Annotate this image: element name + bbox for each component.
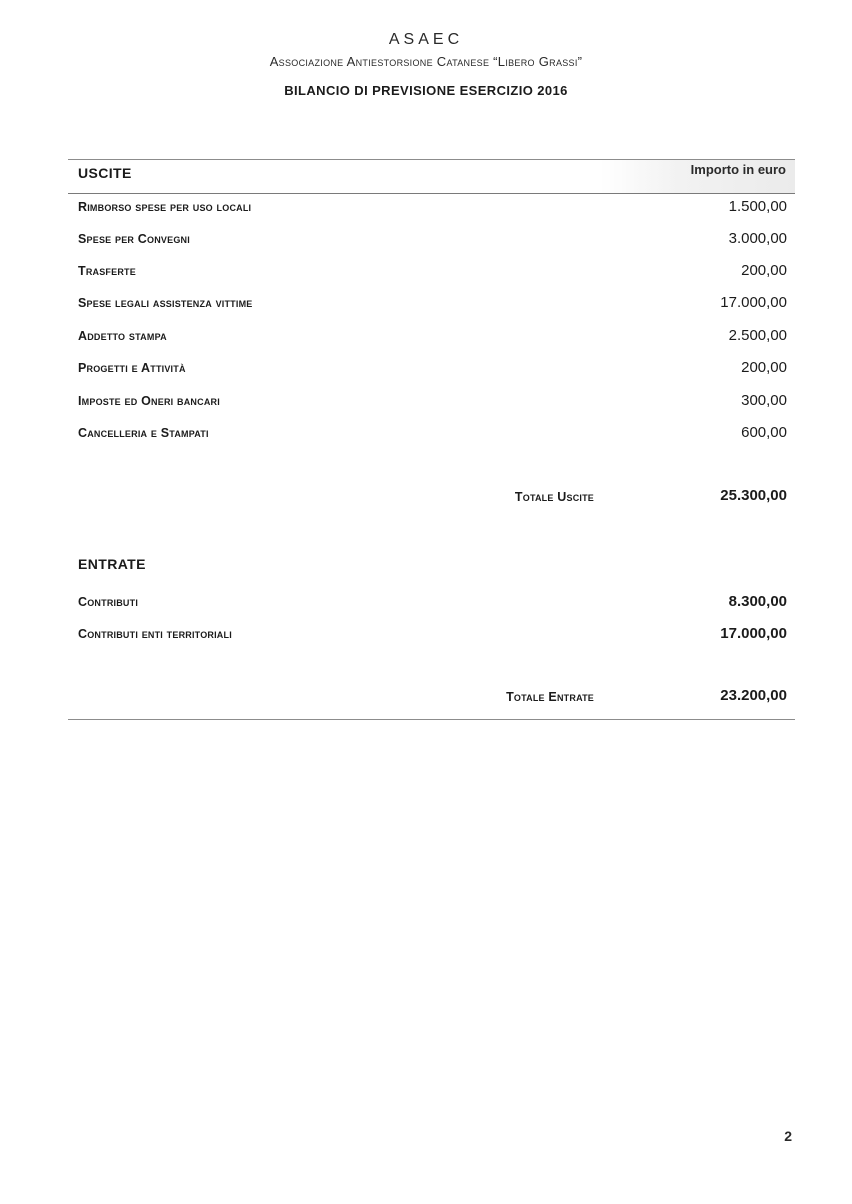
uscite-total-amount: 25.300,00 — [720, 487, 787, 504]
row-label: Trasferte — [78, 264, 136, 278]
uscite-total-label: Totale Uscite — [514, 490, 594, 504]
row-amount: 17.000,00 — [720, 625, 787, 642]
row-label: Contributi — [78, 595, 139, 609]
table-row — [78, 232, 787, 252]
row-amount: 1.500,00 — [728, 198, 787, 215]
table-header-rule — [68, 193, 795, 194]
uscite-heading: USCITE — [78, 165, 132, 181]
row-amount: 2.500,00 — [728, 327, 787, 344]
row-amount: 600,00 — [741, 424, 787, 441]
page-number: 2 — [784, 1128, 792, 1144]
entrate-total-label: Totale Entrate — [506, 690, 594, 704]
row-amount: 200,00 — [741, 359, 787, 376]
row-label: Spese per Convegni — [78, 232, 190, 246]
amount-column-header: Importo in euro — [690, 162, 786, 177]
table-row — [78, 361, 787, 381]
table-row — [78, 200, 787, 220]
table-row — [78, 329, 787, 349]
table-row — [78, 627, 787, 647]
organization-name: Associazione Antiestorsione Catanese “Libero Grassi” — [269, 54, 583, 69]
entrate-heading: ENTRATE — [78, 556, 146, 572]
row-label: Progetti e Attività — [78, 361, 186, 375]
row-label: Contributi enti territoriali — [78, 627, 232, 641]
row-label: Imposte ed Oneri bancari — [78, 394, 220, 408]
table-row — [78, 264, 787, 284]
entrate-total-amount: 23.200,00 — [720, 687, 787, 704]
table-row — [78, 426, 787, 446]
document-title: BILANCIO DI PREVISIONE ESERCIZIO 2016 — [284, 83, 568, 98]
row-amount: 300,00 — [741, 392, 787, 409]
row-amount: 3.000,00 — [728, 230, 787, 247]
row-amount: 200,00 — [741, 262, 787, 279]
row-amount: 17.000,00 — [720, 294, 787, 311]
row-label: Cancelleria e Stampati — [78, 426, 209, 440]
table-bottom-rule — [68, 719, 795, 720]
row-label: Addetto stampa — [78, 329, 167, 343]
table-row — [78, 394, 787, 414]
organization-acronym: ASAEC — [388, 31, 464, 48]
row-amount: 8.300,00 — [728, 593, 787, 610]
row-label: Rimborso spese per uso locali — [78, 200, 252, 214]
table-row — [78, 595, 787, 615]
table-row — [78, 296, 787, 316]
row-label: Spese legali assistenza vittime — [78, 296, 253, 310]
